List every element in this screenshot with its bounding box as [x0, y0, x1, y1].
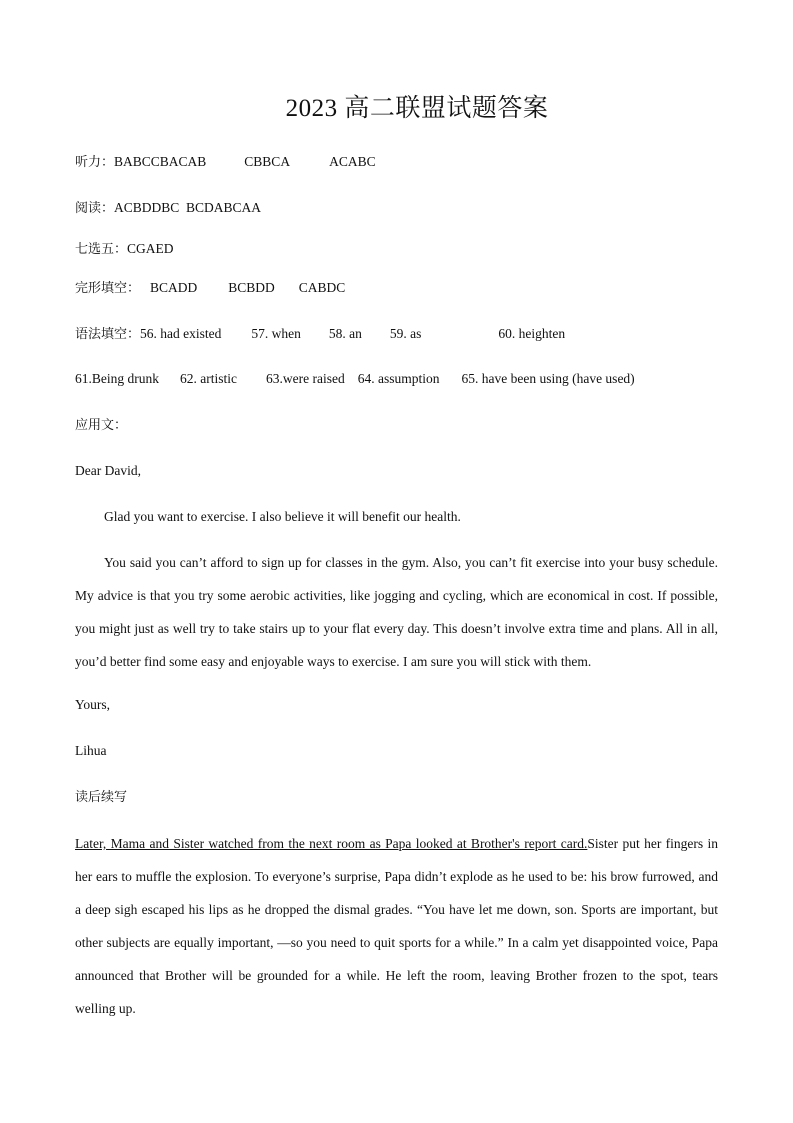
- grammar-answer-65: 65. have been using (have used): [461, 371, 635, 386]
- continuation-first-sentence: Later, Mama and Sister watched from the next room as Papa looked at Brother's report card.: [75, 836, 588, 851]
- continuation-body: Sister put her fingers in her ears to muffle the explosion. To everyone’s surprise, Papa didn’t explode as he used to be: his brow furrowed, and a deep sigh escaped his lips as he dropped the dismal grades. “You have let me down, son. Sports are important, but other subjects are equally important, —so you need to quit sports for a while.” In a calm yet disappointed voice, Papa announced that Brother will be grounded for a while. He left the room, leaving Brother frozen to the spot, tears welling up.: [75, 836, 718, 1016]
- writing-label: 应用文：: [75, 418, 128, 433]
- grammar-answer-57: 57. when: [251, 326, 301, 341]
- grammar-answer-59: 59. as: [389, 326, 422, 341]
- grammar-answer-56: 56. had existed: [140, 326, 222, 341]
- grammar-answer-58: 58. an: [328, 326, 362, 341]
- writing-label-line: [75, 416, 127, 435]
- grammar-answer-61: 61.Being drunk: [75, 371, 159, 386]
- continuation-label: 读后续写: [75, 790, 128, 805]
- grammar-answers-line-2: [75, 370, 635, 388]
- grammar-answer-63: 63.were raised: [266, 371, 345, 386]
- seven-choose-five-line: [75, 240, 174, 259]
- reading-label: 阅读：: [75, 201, 115, 216]
- listening-label: 听力：: [75, 155, 115, 170]
- cloze-group-3: CABDC: [298, 280, 346, 295]
- cloze-label: 完形填空：: [75, 281, 141, 296]
- continuation-label-line: [75, 788, 127, 807]
- seven-choose-five-answers: CGAED: [127, 241, 174, 256]
- listening-group-3: ACABC: [329, 154, 376, 169]
- listening-answers-line: [75, 153, 376, 172]
- letter-signature: Lihua: [75, 743, 107, 758]
- cloze-group-2: BCBDD: [228, 280, 275, 295]
- reading-answers-line: [75, 199, 261, 218]
- document-title: 2023 高二联盟试题答案: [285, 95, 549, 122]
- seven-choose-five-label: 七选五：: [75, 242, 128, 257]
- letter-closing: Yours,: [75, 697, 111, 712]
- letter-paragraph-2: You said you can’t afford to sign up for classes in the gym. Also, you can’t fit exercise into your busy schedule. My advice is that you try some aerobic activities, like jogging and cycling, which are economical in cost. If possible, you might just as well try to take stairs up to your flat every day. This doesn’t involve extra time and plans. All in all, you’d better find some easy and enjoyable ways to exercise. I am sure you will stick with them.: [75, 555, 718, 669]
- grammar-answers-line-1: [75, 325, 565, 344]
- reading-answers: ACBDDBC BCDABCAA: [114, 200, 262, 215]
- continuation-paragraph: [75, 827, 718, 1025]
- cloze-answers-line: [75, 279, 345, 298]
- cloze-group-1: BCADD: [150, 280, 198, 295]
- grammar-answer-62: 62. artistic: [180, 371, 237, 386]
- grammar-answer-60: 60. heighten: [498, 326, 566, 341]
- grammar-label: 语法填空：: [75, 327, 141, 342]
- listening-group-2: CBBCA: [244, 154, 291, 169]
- letter-salutation: Dear David,: [75, 463, 141, 478]
- letter-paragraph-1: Glad you want to exercise. I also believe it will benefit our health.: [104, 509, 461, 524]
- grammar-answer-64: 64. assumption: [357, 371, 440, 386]
- listening-group-1: BABCCBACAB: [114, 154, 207, 169]
